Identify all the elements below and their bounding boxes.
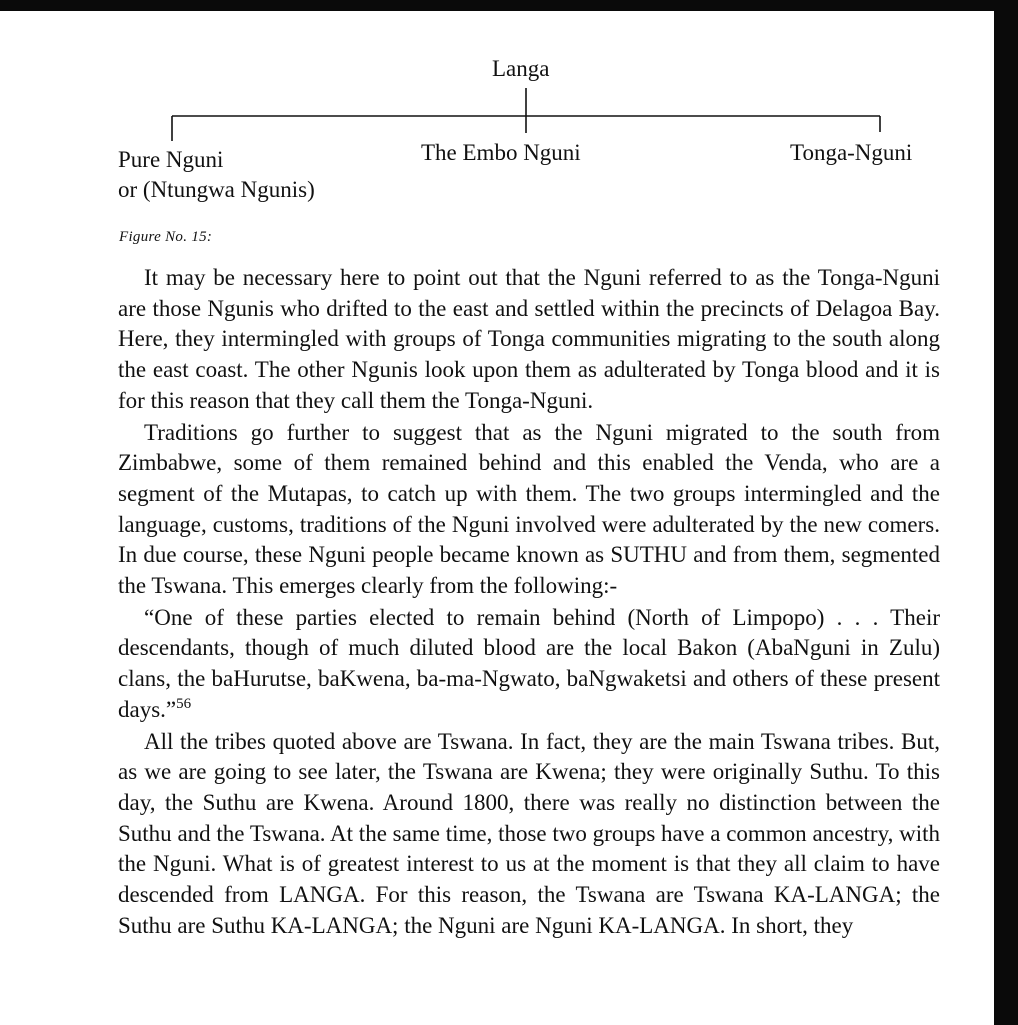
- paragraph-3-quote: [118, 603, 940, 726]
- child-node-pure-nguni-sublabel: or (Ntungwa Ngunis): [118, 177, 315, 202]
- child-node-tonga-nguni: Tonga-Nguni: [790, 140, 913, 165]
- paragraph-2: Traditions go further to suggest that as the Nguni migrated to the south from Zimbabwe, some of them remained behind and this enabled the Venda, who are a segment of the Mutapas, to catch up with them. The two groups intermingled and the language, customs, traditions of the Nguni involved were adulterated by the new comers. In due course, these Nguni people became known as SUTHU and from them, segmented the Tswana. This emerges clearly from the following:-: [118, 419, 940, 599]
- footnote-marker: 56: [176, 695, 192, 712]
- genealogy-diagram: [0, 11, 994, 231]
- paragraph-4: All the tribes quoted above are Tswana. In fact, they are the main Tswana tribes. But, as we are going to see later, the Tswana are Kwena; they were originally Suthu. To this day, the Suthu are Kwena. Around 1800, there was really no distinction between the Suthu and the Tswana. At the same time, those two groups have a common ancestry, with the Nguni. What is of greatest interest to us at the moment is that they all claim to have descended from LANGA. For this reason, the Tswana are Tswana KA-LANGA; the Suthu are Suthu KA-LANGA; the Nguni are Nguni KA-LANGA. In short, they: [118, 728, 940, 938]
- paragraph-1: It may be necessary here to point out that the Nguni referred to as the Tonga-Nguni are those Ngunis who drifted to the east and settled within the precincts of Delagoa Bay. Here, they intermingled with groups of Tonga communities migrating to the south along the east coast. The other Ngunis look upon them as adulterated by Tonga blood and it is for this reason that they call them the Tonga-Nguni.: [118, 265, 940, 413]
- book-page: [0, 11, 994, 1025]
- scan-top-border: [0, 0, 1018, 11]
- body-text: [118, 263, 940, 942]
- child-node-embo-nguni: The Embo Nguni: [421, 140, 581, 165]
- root-node-label: Langa: [492, 56, 550, 81]
- child-node-pure-nguni: Pure Nguni: [118, 147, 224, 172]
- quote-text: “One of these parties elected to remain behind (North of Limpopo) . . . Their descendants, though of much diluted blood are the local Bakon (AbaNguni in Zulu) clans, the baHurutse, baKwena, ba-ma-Ngwato, baNgwaketsi and others of these present days.”: [118, 604, 940, 722]
- scan-right-border: [994, 0, 1018, 1025]
- figure-caption: Figure No. 15:: [119, 229, 213, 245]
